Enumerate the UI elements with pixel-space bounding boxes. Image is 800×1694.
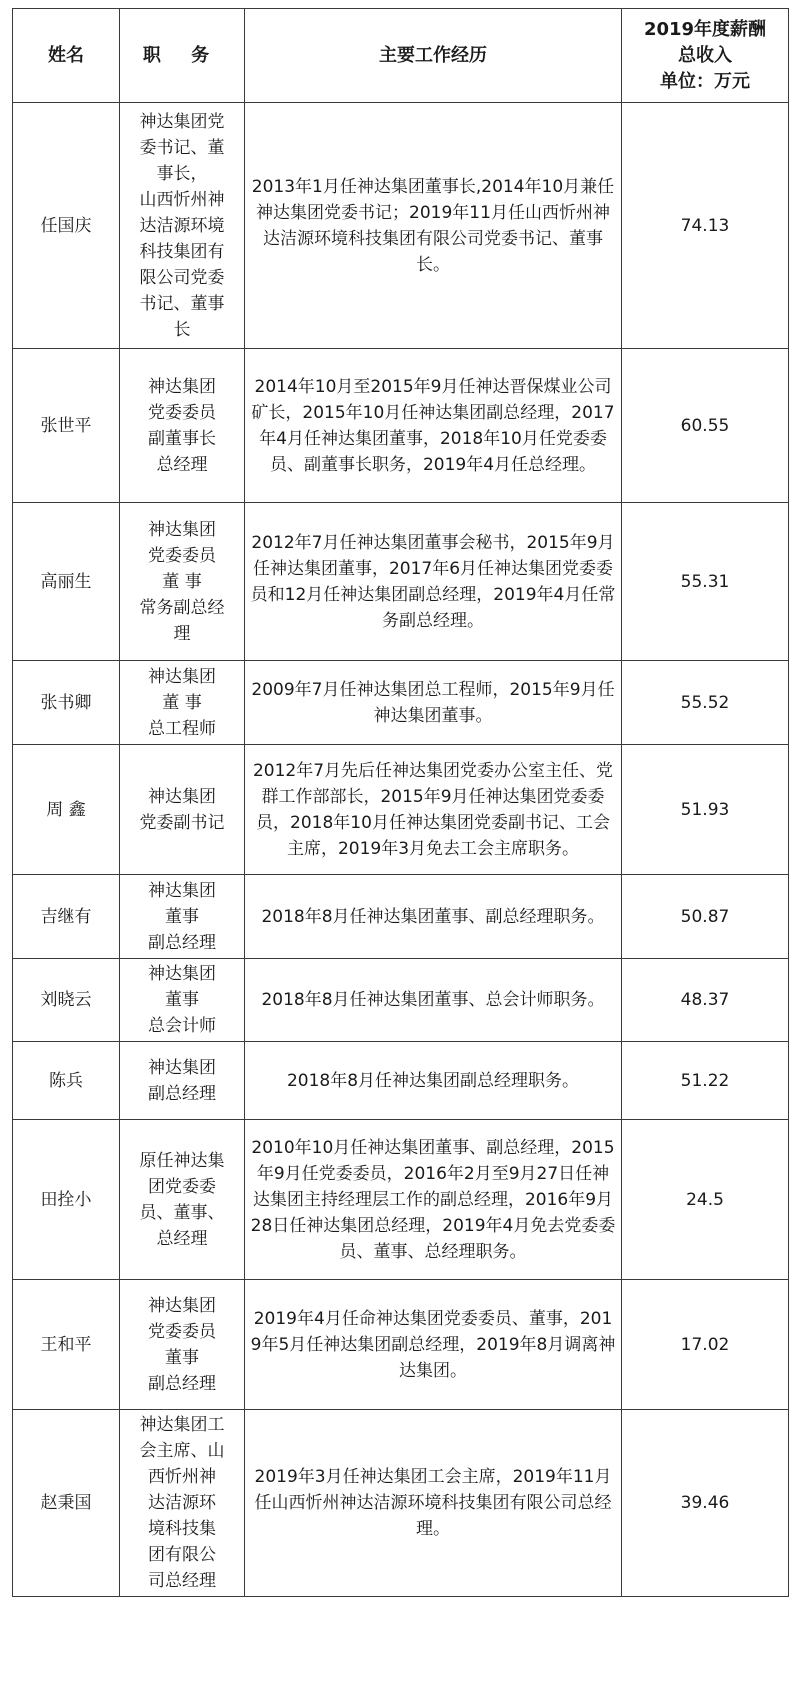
table-row: [13, 1120, 789, 1280]
person-name: 田拴小: [13, 1120, 120, 1280]
position-line: 总经理: [156, 1228, 208, 1249]
position-line: 总会计师: [148, 1016, 216, 1036]
position-line: 西忻州神: [148, 1467, 216, 1487]
person-position: [120, 503, 245, 661]
position-line: 神达集团: [148, 880, 216, 901]
salary-amount: 17.02: [622, 1280, 789, 1410]
table-row: [13, 1410, 789, 1597]
position-line: 副总经理: [148, 1373, 216, 1394]
position-line: 理: [173, 623, 191, 644]
person-position: [120, 1410, 245, 1597]
table-row: [13, 875, 789, 959]
header-history: 主要工作经历: [245, 9, 622, 103]
position-line: 副总经理: [148, 932, 216, 953]
position-line: 限公司党委: [139, 267, 225, 288]
work-history: [245, 503, 622, 661]
table-body: [13, 103, 789, 1597]
table-row: [13, 661, 789, 745]
person-position: [120, 349, 245, 503]
position-line: 总工程师: [148, 718, 216, 739]
work-history-text: 2018年8月任神达集团董事、总会计师职务。: [261, 990, 605, 1010]
position-line: 神达集团: [148, 519, 216, 540]
position-line: 董事: [165, 906, 199, 927]
work-history-text: 2013年1月任神达集团董事长,2014年10月兼任神达集团党委书记；2019年11月任山西忻州神达洁源环境科技集团有限公司党委书记、董事长。: [251, 176, 615, 275]
position-line: 境科技集: [148, 1519, 216, 1539]
salary-amount: 48.37: [622, 959, 789, 1042]
header-name: 姓名: [13, 9, 120, 103]
position-line: 党委委员: [148, 402, 216, 423]
position-line: 副总经理: [148, 1083, 216, 1104]
person-name: 吉继有: [13, 875, 120, 959]
person-position: [120, 1280, 245, 1410]
work-history-text: 2009年7月任神达集团总工程师，2015年9月任神达集团董事。: [251, 679, 615, 726]
header-title: 职 务: [120, 9, 245, 103]
table-header-row: [13, 9, 789, 103]
position-line: 神达集团: [148, 964, 216, 984]
salary-amount: 74.13: [622, 103, 789, 349]
work-history: [245, 1280, 622, 1410]
work-history: [245, 959, 622, 1042]
salary-amount: 51.93: [622, 745, 789, 875]
position-line: 委书记、董: [139, 137, 225, 158]
work-history-text: 2012年7月先后任神达集团党委办公室主任、党群工作部部长，2015年9月任神达集团党委委员，2018年10月任神达集团党委副书记、工会主席，2019年3月免去工会主席职务。: [252, 760, 614, 859]
person-name: 张世平: [13, 349, 120, 503]
position-line: 团党委委: [148, 1176, 216, 1197]
position-line: 科技集团有: [139, 241, 225, 262]
header-salary-line3: 单位：万元: [660, 70, 750, 92]
table-row: [13, 959, 789, 1042]
work-history-text: 2018年8月任神达集团副总经理职务。: [286, 1070, 580, 1091]
table-row: [13, 503, 789, 661]
person-position: [120, 875, 245, 959]
person-name: 任国庆: [13, 103, 120, 349]
person-name: 张书卿: [13, 661, 120, 745]
salary-amount: 55.52: [622, 661, 789, 745]
position-line: 神达集团工: [139, 1415, 225, 1435]
person-name: 赵秉国: [13, 1410, 120, 1597]
salary-amount: 24.5: [622, 1120, 789, 1280]
header-salary-line2: 总收入: [678, 44, 732, 66]
table-row: [13, 349, 789, 503]
position-line: 员、董事、: [139, 1202, 225, 1223]
salary-amount: 51.22: [622, 1042, 789, 1120]
position-line: 达洁源环: [148, 1493, 216, 1513]
position-line: 神达集团: [148, 786, 216, 807]
position-line: 神达集团: [148, 1295, 216, 1316]
position-line: 山西忻州神: [139, 189, 225, 210]
person-position: [120, 103, 245, 349]
work-history-text: 2019年4月任命神达集团党委委员、董事，2019年5月任神达集团副总经理，2019年8月调离神达集团。: [250, 1308, 616, 1381]
work-history: [245, 661, 622, 745]
work-history-text: 2010年10月任神达集团董事、副总经理，2015年9月任党委委员，2016年2月至9月27日任神达集团主持经理层工作的副总经理，2016年9月28日任神达集团总经理，2019年4月免去党委委员、董事、总经理职务。: [250, 1137, 616, 1262]
position-line: 神达集团: [148, 376, 216, 397]
work-history: [245, 1042, 622, 1120]
position-line: 党委委员: [148, 545, 216, 566]
executive-salary-table: [12, 8, 789, 1597]
person-position: [120, 959, 245, 1042]
position-line: 神达集团: [148, 666, 216, 687]
position-line: 常务副总经: [139, 597, 225, 618]
work-history: [245, 1410, 622, 1597]
person-name: 王和平: [13, 1280, 120, 1410]
person-name: 刘晓云: [13, 959, 120, 1042]
person-name: 高丽生: [13, 503, 120, 661]
position-line: 党委副书记: [139, 812, 225, 833]
person-position: [120, 1042, 245, 1120]
header-salary: [622, 9, 789, 103]
position-line: 原任神达集: [139, 1150, 225, 1171]
position-line: 长: [173, 319, 191, 340]
work-history: [245, 349, 622, 503]
work-history: [245, 745, 622, 875]
work-history-text: 2018年8月任神达集团董事、副总经理职务。: [261, 906, 605, 927]
work-history-text: 2019年3月任神达集团工会主席，2019年11月任山西忻州神达洁源环境科技集团有限公司总经理。: [254, 1467, 612, 1539]
position-line: 董 事: [162, 692, 202, 713]
person-name: 周 鑫: [13, 745, 120, 875]
position-line: 团有限公: [148, 1545, 216, 1565]
person-position: [120, 745, 245, 875]
salary-amount: 39.46: [622, 1410, 789, 1597]
person-name: 陈兵: [13, 1042, 120, 1120]
position-line: 达洁源环境: [139, 215, 225, 236]
table-row: [13, 1042, 789, 1120]
person-position: [120, 661, 245, 745]
work-history: [245, 875, 622, 959]
position-line: 董 事: [162, 571, 202, 592]
position-line: 党委委员: [148, 1321, 216, 1342]
position-line: 副董事长: [148, 428, 216, 449]
work-history-text: 2014年10月至2015年9月任神达晋保煤业公司矿长，2015年10月任神达集团副总经理，2017年4月任神达集团董事，2018年10月任党委委员、副董事长职务，2019年4月任总经理。: [251, 376, 615, 475]
salary-amount: 50.87: [622, 875, 789, 959]
salary-amount: 60.55: [622, 349, 789, 503]
position-line: 会主席、山: [139, 1441, 225, 1461]
table-row: [13, 1280, 789, 1410]
position-line: 神达集团党: [139, 111, 225, 132]
position-line: 司总经理: [148, 1571, 216, 1591]
header-salary-line1: 2019年度薪酬: [643, 18, 767, 40]
work-history-text: 2012年7月任神达集团董事会秘书，2015年9月任神达集团董事，2017年6月任神达集团党委委员和12月任神达集团副总经理，2019年4月任常务副总经理。: [250, 532, 616, 631]
table-row: [13, 103, 789, 349]
position-line: 神达集团: [148, 1057, 216, 1078]
table-row: [13, 745, 789, 875]
salary-amount: 55.31: [622, 503, 789, 661]
work-history: [245, 103, 622, 349]
position-line: 董事: [165, 1347, 199, 1368]
work-history: [245, 1120, 622, 1280]
position-line: 书记、董事: [139, 293, 225, 314]
position-line: 董事: [165, 990, 199, 1010]
position-line: 总经理: [156, 454, 208, 475]
position-line: 事长，: [156, 163, 208, 184]
person-position: [120, 1120, 245, 1280]
